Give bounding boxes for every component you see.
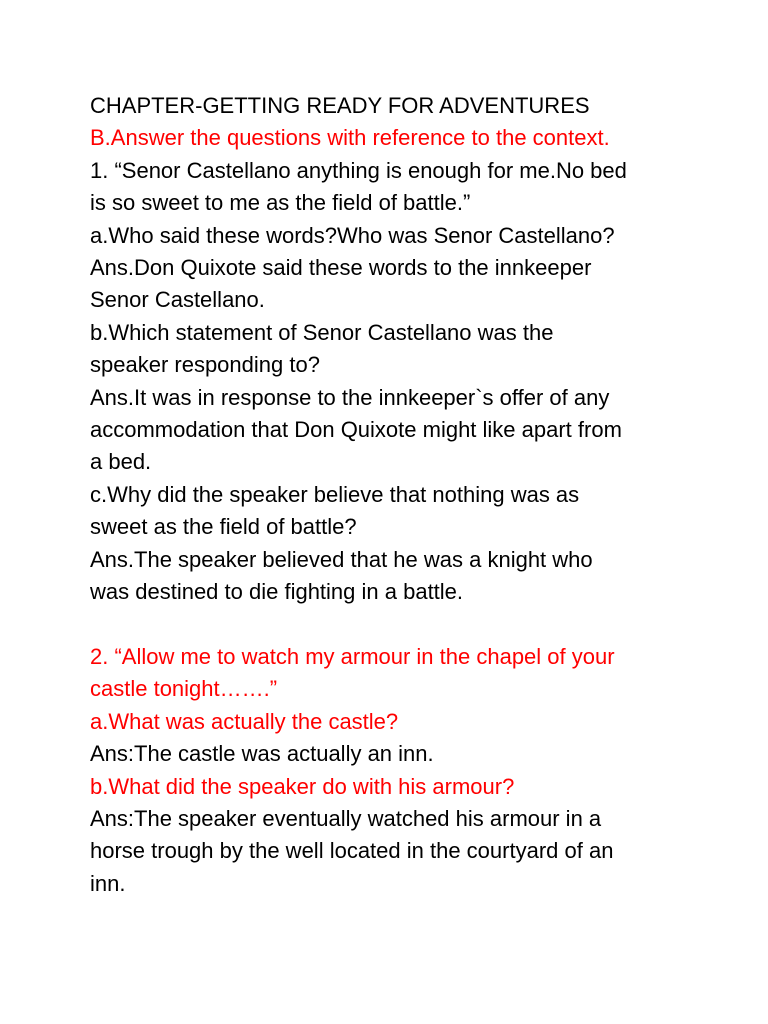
answer-2b-line-3: inn. bbox=[90, 870, 126, 896]
answer-2b-line-2: horse trough by the well located in the courtyard of an bbox=[90, 838, 614, 864]
question-1b-line-2: speaker responding to? bbox=[90, 352, 320, 378]
question-1c-line-1: c.Why did the speaker believe that nothing was as bbox=[90, 481, 580, 507]
answer-1a-line-2: Senor Castellano. bbox=[90, 287, 265, 313]
question-1b-line-1: b.Which statement of Senor Castellano was the bbox=[90, 319, 554, 345]
answer-1a-line-1: Ans.Don Quixote said these words to the innkeeper bbox=[90, 255, 592, 281]
question-2b: b.What did the speaker do with his armour? bbox=[90, 773, 515, 799]
answer-2a: Ans:The castle was actually an inn. bbox=[90, 741, 434, 767]
document-page bbox=[90, 90, 730, 900]
question-1-quote-line-1: 1. “Senor Castellano anything is enough for me.No bed bbox=[90, 157, 627, 183]
blank-line bbox=[90, 609, 730, 641]
section-heading: B.Answer the questions with reference to the context. bbox=[90, 125, 610, 151]
answer-1b-line-3: a bed. bbox=[90, 449, 152, 475]
answer-1c-line-1: Ans.The speaker believed that he was a knight who bbox=[90, 546, 593, 572]
question-2a: a.What was actually the castle? bbox=[90, 708, 399, 734]
question-1-quote-line-2: is so sweet to me as the field of battle.” bbox=[90, 190, 471, 216]
chapter-title: CHAPTER-GETTING READY FOR ADVENTURES bbox=[90, 93, 590, 118]
answer-1b-line-2: accommodation that Don Quixote might like apart from bbox=[90, 417, 622, 443]
question-1a: a.Who said these words?Who was Senor Castellano? bbox=[90, 222, 615, 248]
answer-2b-line-1: Ans:The speaker eventually watched his armour in a bbox=[90, 805, 602, 831]
answer-1c-line-2: was destined to die fighting in a battle. bbox=[90, 579, 464, 605]
question-1c-line-2: sweet as the field of battle? bbox=[90, 514, 357, 540]
question-2-quote-line-1: 2. “Allow me to watch my armour in the chapel of your bbox=[90, 643, 615, 669]
answer-1b-line-1: Ans.It was in response to the innkeeper`s offer of any bbox=[90, 384, 610, 410]
question-2-quote-line-2: castle tonight…….” bbox=[90, 676, 278, 702]
